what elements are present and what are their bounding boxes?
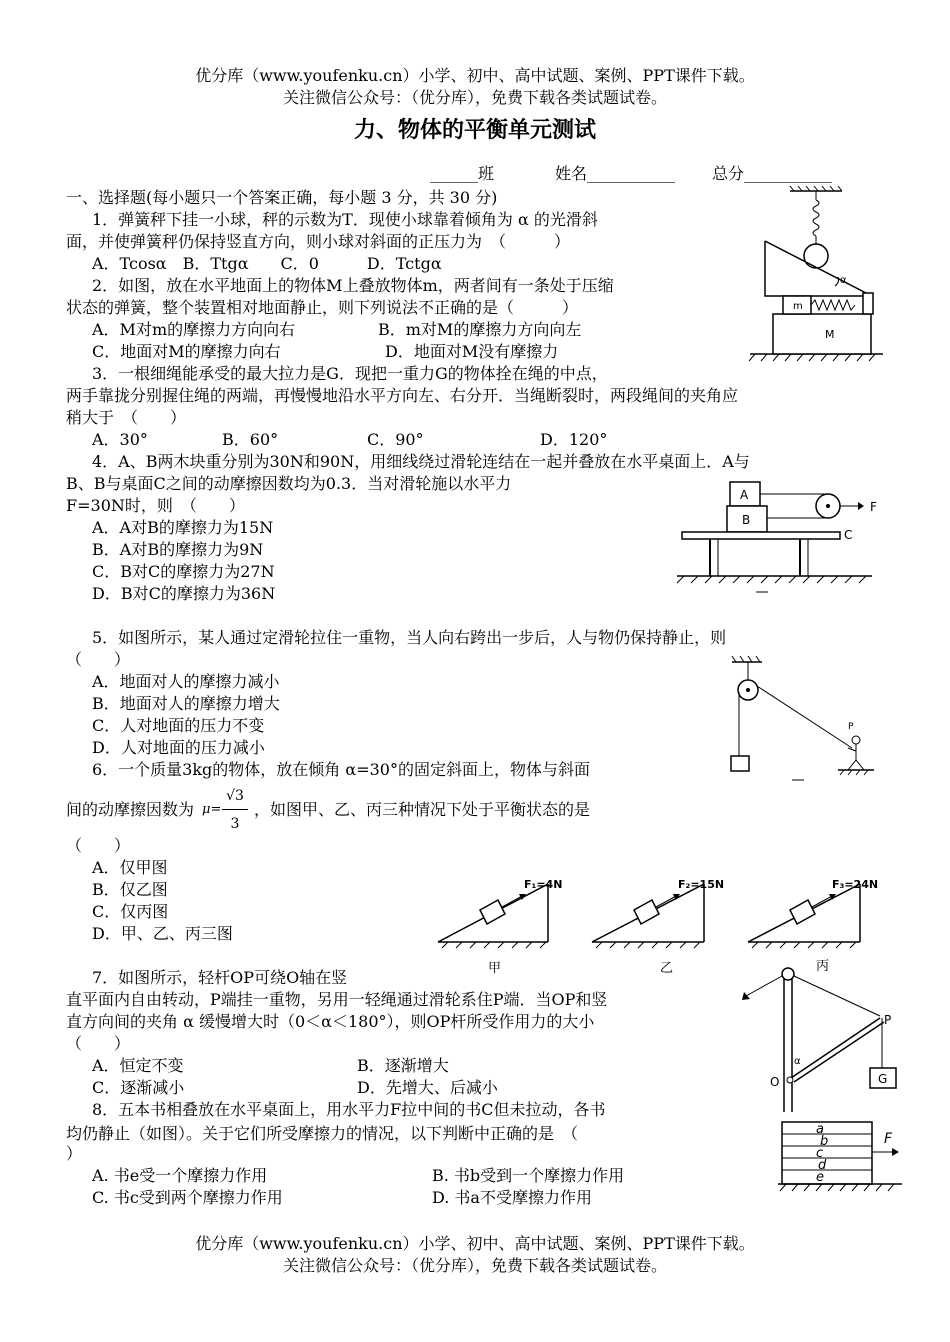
q7-option-c: C．逐渐减小	[92, 1078, 185, 1097]
q6-option-b: B．仅乙图	[92, 880, 168, 899]
class-field: ______班	[430, 164, 495, 183]
q4-figure	[672, 476, 886, 596]
q7-line4: （ ）	[66, 1034, 131, 1053]
q7-line1: 7．如图所示，轻杆OP可绕O轴在竖	[92, 968, 348, 987]
q7-option-b: B．逐渐增大	[357, 1056, 449, 1075]
q2-figure	[745, 290, 885, 362]
q4-a-label: A	[740, 488, 749, 502]
q7-o-label: O	[770, 1075, 780, 1089]
q7-line2: 直平面内自由转动，P端挂一重物，另用一轻绳通过滑轮系住P端．当OP和竖	[66, 990, 608, 1009]
q1-line1: 1．弹簧秤下挂一小球，秤的示数为T．现使小球靠着倾角为 α 的光滑斜	[92, 210, 598, 229]
q5-option-d: D．人对地面的压力减小	[92, 738, 265, 757]
q2-M-label: M	[825, 328, 835, 341]
q5-option-a: A．地面对人的摩擦力减小	[92, 672, 280, 691]
q6-option-a: A．仅甲图	[92, 858, 168, 877]
q4-option-a: A．A对B的摩擦力为15N	[92, 518, 274, 537]
q5-option-c: C．人对地面的压力不变	[92, 716, 265, 735]
q7-alpha-label: α	[794, 1056, 801, 1067]
q4-line3: F=30N时，则 （ ）	[66, 496, 245, 515]
q6-line1: 6．一个质量3kg的物体，放在倾角 α=30°的固定斜面上，物体与斜面	[92, 760, 590, 779]
q6-incline-bing	[748, 878, 878, 974]
q6-jia-label: 甲	[488, 961, 502, 976]
q3-line2: 两手靠拢分别握住绳的两端，再慢慢地沿水平方向左、右分开．当绳断裂时，两段绳间的夹角应	[66, 386, 739, 405]
q6-fraction-den: 3	[230, 816, 240, 832]
name-field: 姓名___________	[555, 164, 676, 183]
q6-option-c: C．仅丙图	[92, 902, 169, 921]
q2-option-c: C．地面对M的摩擦力向右	[92, 342, 281, 361]
q4-option-d: D．B对C的摩擦力为36N	[92, 584, 276, 603]
q1-alpha-label: α	[840, 275, 847, 286]
q7-g-label: G	[878, 1072, 888, 1086]
q8-line1: 8．五本书相叠放在水平桌面上，用水平力F拉中间的书C但未拉动，各书	[92, 1100, 606, 1119]
score-label: 总分	[712, 164, 745, 183]
q6-fraction-num: √3	[226, 788, 244, 804]
q1-options: A．Tcosα B．Ttgα C．0 D．Tctgα	[92, 254, 442, 273]
section-heading: 一、选择题(每小题只一个答案正确，每小题 3 分，共 30 分)	[66, 188, 498, 207]
page-title: 力、物体的平衡单元测试	[353, 117, 596, 143]
q6-yi-label: 乙	[660, 961, 674, 976]
q6-f2-label: F₂=15N	[678, 878, 725, 891]
q8-book-b-label: b	[820, 1134, 829, 1149]
q3-option-a: A．30°	[92, 430, 148, 449]
q3-option-d: D．120°	[540, 430, 608, 449]
q8-option-d: D. 书a不受摩擦力作用	[432, 1188, 592, 1207]
q5-option-b: B．地面对人的摩擦力增大	[92, 694, 280, 713]
q4-option-b: B．A对B的摩擦力为9N	[92, 540, 264, 559]
q6-figure	[432, 870, 902, 978]
q5-p-label: P	[848, 722, 854, 732]
q7-line3: 直方向间的夹角 α 缓慢增大时（0＜α＜180°），则OP杆所受作用力的大小	[66, 1012, 595, 1031]
q6-line2a: 间的动摩擦因数为	[66, 800, 195, 819]
name-label: 姓名	[555, 164, 588, 183]
q8-book-d-label: d	[818, 1158, 827, 1173]
q2-option-a: A．M对m的摩擦力方向向右	[92, 320, 296, 339]
q3-line3: 稍大于 （ ）	[66, 408, 187, 427]
q4-line1: 4．A、B两木块重分别为30N和90N，用细线绕过滑轮连结在一起并叠放在水平桌面上．A与	[92, 452, 750, 471]
score-field: 总分___________	[712, 164, 833, 183]
q8-f-label: F	[884, 1131, 893, 1147]
q5-line1: 5．如图所示，某人通过定滑轮拉住一重物，当人向右跨出一步后，人与物仍保持静止，则	[92, 628, 727, 647]
q2-line2: 状态的弹簧，整个装置相对地面静止，则下列说法不正确的是（ ）	[66, 298, 579, 317]
q2-line1: 2．如图，放在水平地面上的物体M上叠放物体m，两者间有一条处于压缩	[92, 276, 614, 295]
q6-f3-label: F₃=24N	[832, 878, 879, 891]
q7-option-d: D．先增大、后减小	[357, 1078, 498, 1097]
q8-option-b: B. 书b受到一个摩擦力作用	[432, 1166, 625, 1185]
q4-line2: B、B与桌面C之间的动摩擦因数均为0.3．当对滑轮施以水平力	[66, 474, 512, 493]
q4-option-c: C．B对C的摩擦力为27N	[92, 562, 275, 581]
q5-figure	[726, 656, 876, 784]
q6-incline-yi	[592, 878, 724, 976]
footer-line1: 优分库（www.youfenku.cn）小学、初中、高中试题、案例、PPT课件下载。	[195, 1234, 755, 1253]
q3-option-b: B．60°	[222, 430, 279, 449]
q6-fraction-bar	[222, 809, 248, 810]
q6-bing-label: 丙	[816, 959, 830, 974]
q2-option-b: B．m对M的摩擦力方向向左	[378, 320, 582, 339]
header-line1: 优分库（www.youfenku.cn）小学、初中、高中试题、案例、PPT课件下载。	[195, 66, 755, 85]
q8-book-a-label: a	[816, 1122, 824, 1137]
q8-option-a: A. 书e受一个摩擦力作用	[92, 1166, 268, 1185]
q6-line3: （ ）	[66, 836, 131, 855]
q1-figure	[760, 186, 870, 298]
q8-book-c-label: c	[816, 1146, 824, 1161]
q2-option-d: D．地面对M没有摩擦力	[385, 342, 559, 361]
q4-b-label: B	[742, 513, 751, 527]
class-label: 班	[478, 164, 495, 183]
q7-p-label: P	[884, 1013, 892, 1027]
q2-m-label: m	[793, 301, 803, 312]
q7-figure	[740, 966, 908, 1114]
q6-mu: μ=	[202, 802, 222, 817]
q6-line2b: ，如图甲、乙、丙三种情况下处于平衡状态的是	[254, 800, 591, 819]
q6-f1-label: F₁=4N	[524, 878, 563, 891]
q7-option-a: A．恒定不变	[92, 1056, 184, 1075]
q6-option-d: D．甲、乙、丙三图	[92, 924, 233, 943]
q8-line3: ）	[66, 1144, 83, 1163]
q4-c-label: C	[844, 528, 853, 542]
footer-line2: 关注微信公众号：（优分库），免费下载各类试题试卷。	[282, 1256, 667, 1275]
q1-line2: 面，并使弹簧秤仍保持竖直方向，则小球对斜面的正压力为 （ ）	[66, 232, 571, 251]
q8-book-e-label: e	[816, 1170, 824, 1185]
q8-figure	[778, 1118, 904, 1196]
q4-f-label: F	[870, 500, 877, 514]
q5-line2: （ ）	[66, 650, 131, 669]
header-line2: 关注微信公众号：（优分库），免费下载各类试题试卷。	[282, 88, 667, 107]
q6-incline-jia	[438, 878, 562, 976]
q8-option-c: C. 书c受到两个摩擦力作用	[92, 1188, 283, 1207]
q3-option-c: C．90°	[367, 430, 424, 449]
q3-line1: 3．一根细绳能承受的最大拉力是G．现把一重力G的物体拴在绳的中点，	[92, 364, 608, 383]
q8-line2: 均仍静止（如图）。关于它们所受摩擦力的情况，以下判断中正确的是 （	[66, 1124, 579, 1143]
